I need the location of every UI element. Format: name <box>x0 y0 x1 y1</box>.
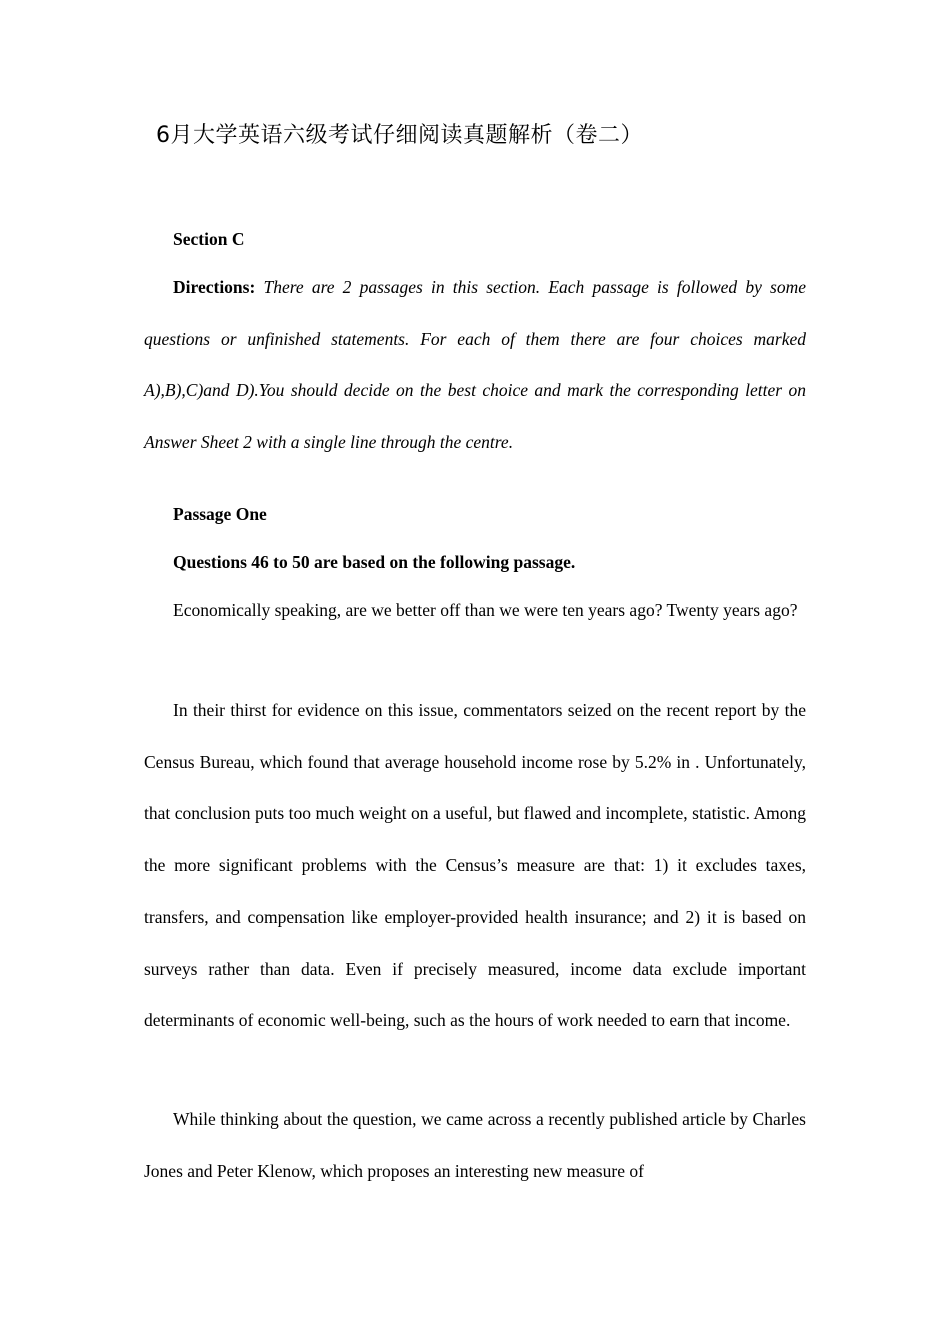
questions-intro <box>144 537 806 589</box>
directions-paragraph <box>144 262 806 469</box>
directions-label: Directions: <box>173 277 256 297</box>
directions-text: There are 2 passages in this section. Each passage is followed by some questions or unfinished statements. For each of them there are four choices marked A),B),C)and D).You should decide on the best choice and mark the corresponding letter on Answer Sheet 2 with a single line through the centre. <box>144 277 806 453</box>
questions-intro-text: Questions 46 to 50 are based on the following passage. <box>173 552 576 572</box>
directions-block <box>144 262 806 469</box>
passage-heading-text: Passage One <box>173 504 267 524</box>
document-title: 6月大学英语六级考试仔细阅读真题解析（卷二） <box>156 123 643 148</box>
paragraph-1 <box>144 585 806 637</box>
paragraph-text: In their thirst for evidence on this issue, commentators seized on the recent report by the Census Bureau, which found that average household income rose by 5.2% in . Unfortunately, that conclusion puts too much weight on a useful, but flawed and incomplete, statistic. Among the more significant problems with the Census’s measure are that: 1) it excludes taxes, transfers, and compensation like employer-provided health insurance; and 2) it is based on surveys rather than data. Even if precisely measured, income data exclude important determinants of economic well-being, such as the hours of work needed to earn that income. <box>144 700 806 1031</box>
paragraph-text: While thinking about the question, we came across a recently published article by Charles Jones and Peter Klenow, which proposes an interesting new measure of <box>144 1109 806 1181</box>
section-heading-text: Section C <box>173 229 245 249</box>
section-heading <box>144 214 806 266</box>
passage-heading <box>144 489 806 541</box>
paragraph-2 <box>144 685 806 1047</box>
paragraph-3 <box>144 1094 806 1197</box>
paragraph-text: Economically speaking, are we better off than we were ten years ago? Twenty years ago? <box>173 600 798 620</box>
